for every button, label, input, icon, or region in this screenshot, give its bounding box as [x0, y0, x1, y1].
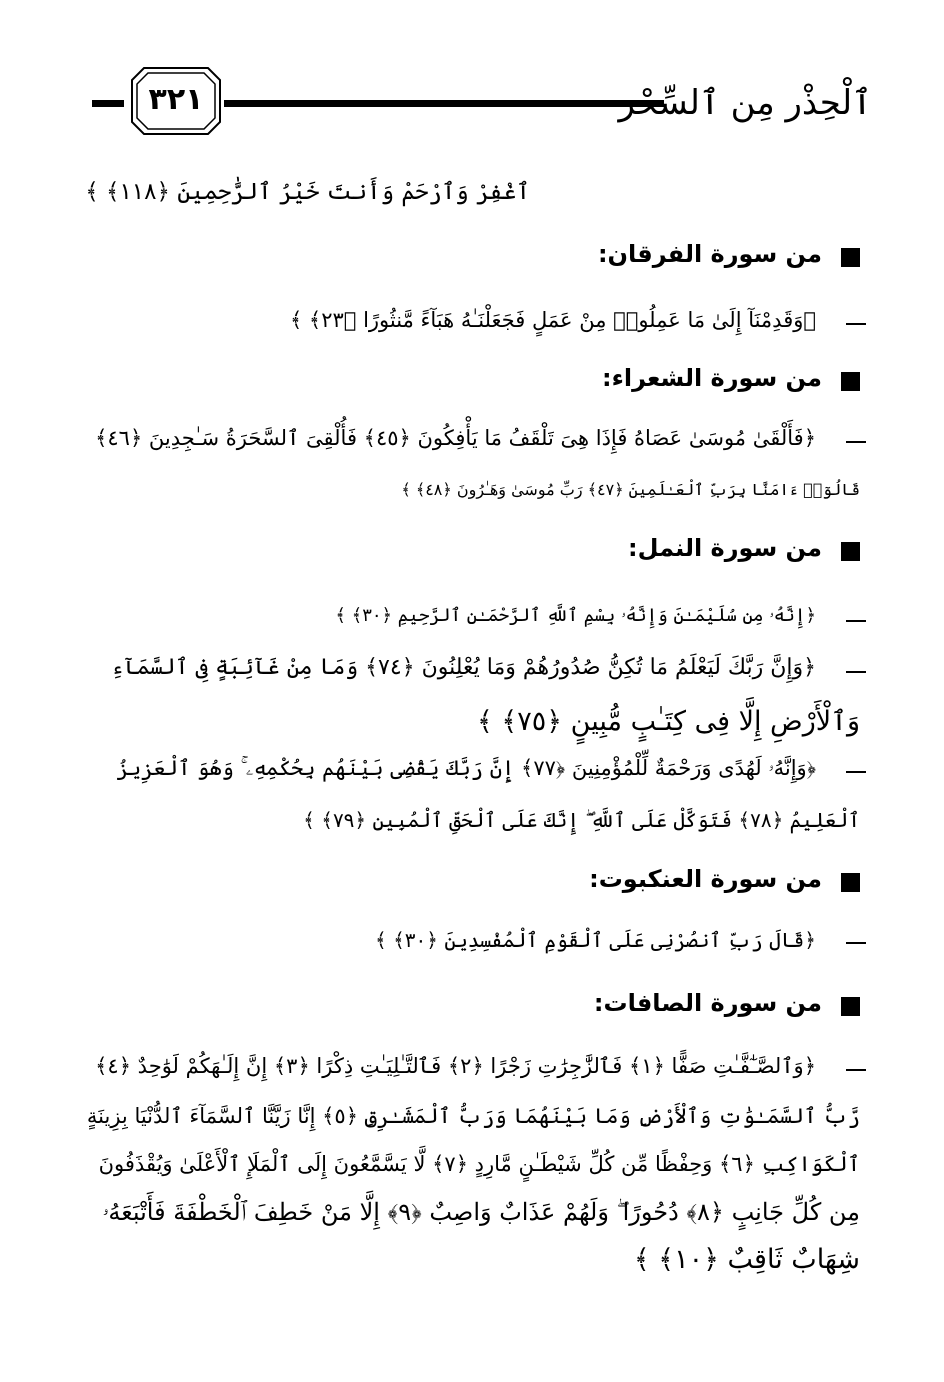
verse-line: ٱغْفِرْ وَٱرْحَمْ وَأَنتَ خَيْرُ ٱلرَّٰحِمِينَ ﴿١١٨﴾ ﴾	[85, 179, 530, 205]
verse-line: ﴿وَإِنَّ رَبَّكَ لَيَعْلَمُ مَا تُكِنُّ صُدُورُهُمْ وَمَا يُعْلِنُونَ ﴿٧٤﴾ وَمَا مِنْ غَآئِبَةٍ فِى ٱلسَّمَآءِ	[111, 655, 816, 680]
verse-dash	[846, 323, 866, 325]
verse-line: ﴿فَأَلْقَىٰ مُوسَىٰ عَصَاهُ فَإِذَا هِىَ تَلْقَفُ مَا يَأْفِكُونَ ﴿٤٥﴾ فَأُلْقِىَ ٱلسَّحَرَةُ سَـٰجِدِينَ ﴿٤٦﴾	[95, 426, 816, 450]
section-heading: من سورة الفرقان:	[597, 240, 822, 268]
verse-dash	[846, 441, 866, 443]
verse-line: رَّبُّ ٱلسَّمَـٰوَٰتِ وَٱلْأَرْضِ وَمَا بَيْنَهُمَا وَرَبُّ ٱلْمَشَـٰرِقِ ﴿٥﴾ إِنَّا زَيَّنَّا ٱلسَّمَآءَ ٱلدُّنْيَا بِزِينَةٍ	[86, 1104, 860, 1128]
verse-line: ﴿قَالَ رَبِّ ٱنصُرْنِى عَلَى ٱلْقَوْمِ ٱلْمُفْسِدِينَ ﴿٣٠﴾ ﴾	[375, 928, 816, 952]
page-number: ٣٢١	[148, 82, 204, 117]
verse-line: مِن كُلِّ جَانِبٍ ﴿٨﴾ دُحُورًا ۖ وَلَهُمْ عَذَابٌ وَاصِبٌ ﴿٩﴾ إِلَّا مَنْ خَطِفَ ٱلْخَطْفَةَ فَأَتْبَعَهُۥ	[102, 1198, 860, 1226]
verse-line: ﴿وَٱلصَّـٰٓفَّـٰتِ صَفًّا ﴿١﴾ فَٱلزَّٰجِرَٰتِ زَجْرًا ﴿٢﴾ فَٱلتَّـٰلِيَـٰتِ ذِكْرًا ﴿٣﴾ إِنَّ إِلَـٰهَكُمْ لَوَٰحِدٌ ﴿٤﴾	[95, 1054, 816, 1078]
header-rule-short	[92, 100, 124, 107]
verse-dash	[846, 771, 866, 773]
running-title: ٱلْحِذْر مِن ٱلسِّحْر	[618, 83, 872, 123]
section-bullet	[841, 873, 860, 892]
verse-dash	[846, 620, 866, 622]
section-heading: من سورة العنكبوت:	[589, 865, 822, 893]
verse-line: وَٱلْأَرْضِ إِلَّا فِى كِتَـٰبٍ مُّبِينٍ ﴿٧٥﴾ ﴾	[477, 706, 860, 737]
section-heading: من سورة الشعراء:	[601, 364, 822, 392]
verse-dash	[846, 671, 866, 673]
verse-line: ٱلْعَلِيمُ ﴿٧٨﴾ فَتَوَكَّلْ عَلَى ٱللَّهِ ۖ إِنَّكَ عَلَى ٱلْحَقِّ ٱلْمُبِينِ ﴿٧٩﴾ ﴾	[303, 808, 860, 832]
verse-line: شِهَابٌ ثَاقِبٌ ﴿١٠﴾ ﴾	[633, 1244, 860, 1275]
section-heading: من سورة الصافات:	[593, 989, 822, 1017]
header-rule	[224, 100, 664, 107]
verse-line: قَالُوٓا۟ ءَامَنَّا بِرَبِّ ٱلْعَـٰلَمِينَ ﴿٤٧﴾ رَبِّ مُوسَىٰ وَهَـٰرُونَ ﴿٤٨﴾ ﴾	[401, 480, 860, 499]
verse-line: ٱلْكَوَاكِبِ ﴿٦﴾ وَحِفْظًا مِّن كُلِّ شَيْطَـٰنٍ مَّارِدٍ ﴿٧﴾ لَّا يَسَّمَّعُونَ إِلَى ٱلْمَلَإِ ٱلْأَعْلَىٰ وَيُقْذَفُونَ	[98, 1152, 860, 1176]
section-bullet	[841, 248, 860, 267]
section-bullet	[841, 372, 860, 391]
section-bullet	[841, 997, 860, 1016]
verse-dash	[846, 1069, 866, 1071]
verse-line: ﴿إِنَّهُۥ مِن سُلَيْمَـٰنَ وَإِنَّهُۥ بِسْمِ ٱللَّهِ ٱلرَّحْمَـٰنِ ٱلرَّحِيمِ ﴿٣٠﴾ ﴾	[335, 605, 816, 626]
verse-line: ﴿وَإِنَّهُۥ لَهُدًى وَرَحْمَةٌ لِّلْمُؤْمِنِينَ ﴿٧٧﴾ إِنَّ رَبَّكَ يَقْضِى بَيْنَهُم بِحُكْمِهِۦ ۚ وَهُوَ ٱلْعَزِيزُ	[116, 756, 816, 780]
page-number-frame	[130, 66, 222, 136]
section-heading: من سورة النمل:	[628, 534, 822, 562]
section-bullet	[841, 542, 860, 561]
page-header	[92, 60, 872, 150]
verse-dash	[846, 942, 866, 944]
verse-line: ﴿وَقَدِمْنَآ إِلَىٰ مَا عَمِلُوا۟ مِنْ عَمَلٍ فَجَعَلْنَـٰهُ هَبَآءً مَّنثُورًا ﴿٢٣﴾ ﴾	[289, 308, 816, 332]
